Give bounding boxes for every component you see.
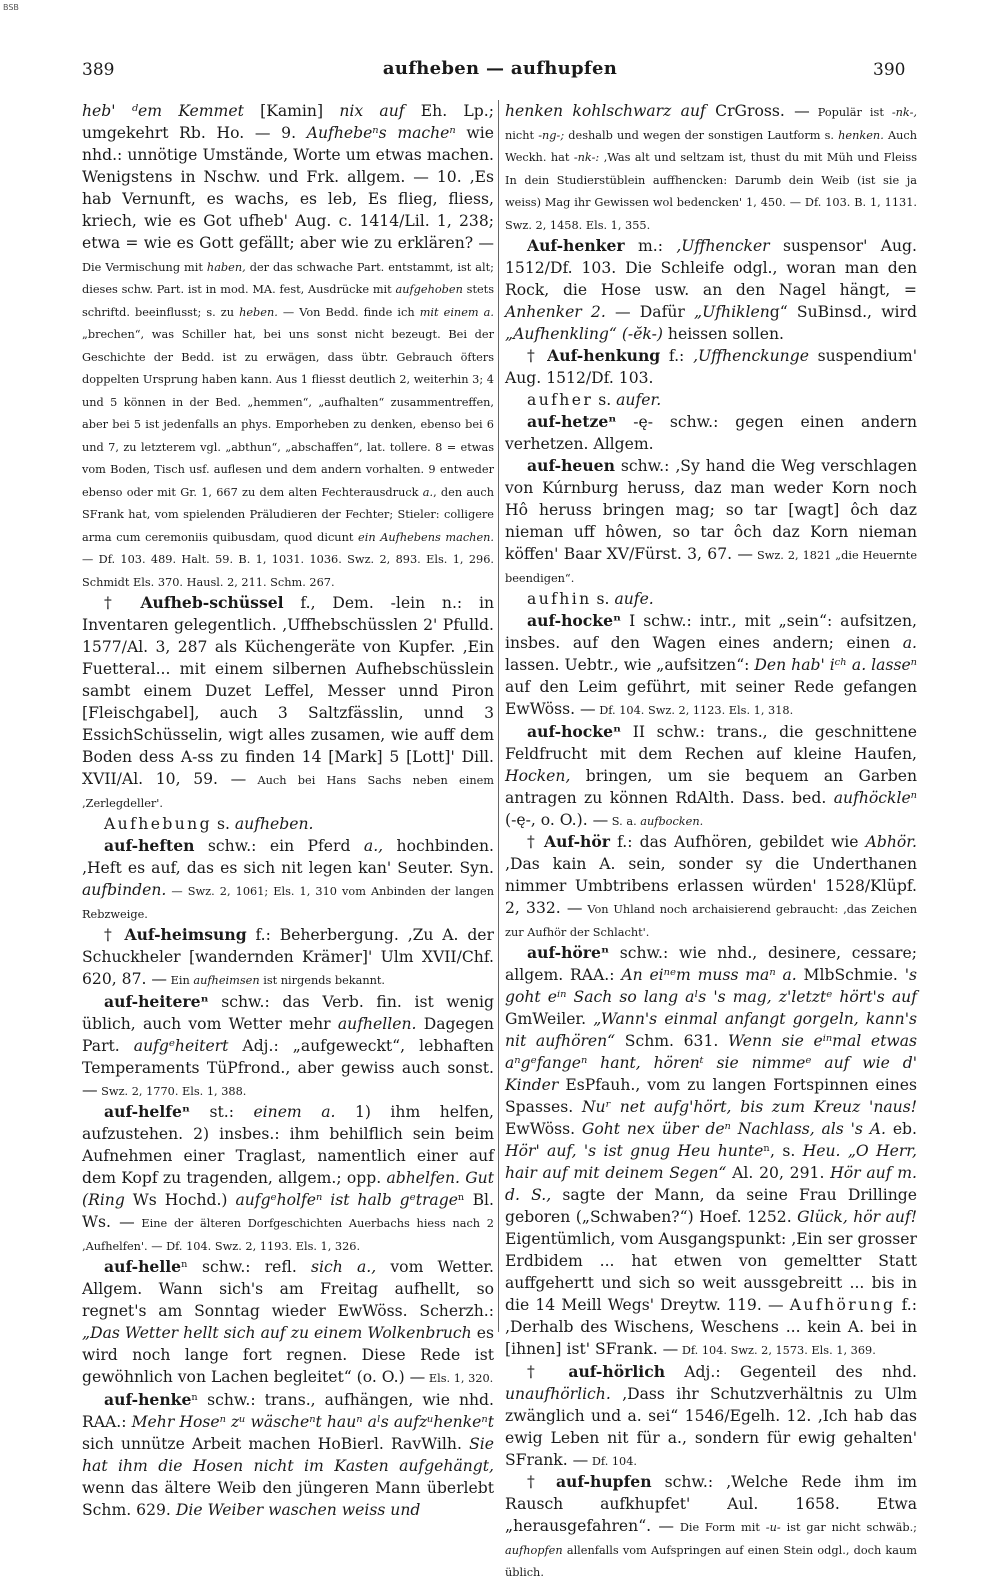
page-number-right: 390 xyxy=(873,60,906,80)
entry-auf-henken-continued: henken kohlschwarz auf CrGross. — Populär ist -nk-, nicht -ng-; deshalb und wegen der sonstigen Lautform s. henken. Auch Weckh. hat -nk-: ‚Was alt und seltzam ist, thust du mit Müh und Fleiss In dein Studierstüblein auffhencken: Darumb dein Weib (ist sie ja weiss) Mag ihr Gewissen wol bedencken' 1, 450. — Df. 103. B. 1, 1131. Swz. 2, 1458. Els. 1, 355. xyxy=(505,102,917,232)
entry-aufheben-continued: heb' ᵈem Kemmet [Kamin] nix auf Eh. Lp.; umgekehrt Rb. Ho. — 9. Aufhebeⁿs macheⁿ wie nhd.: unnötige Umstände, Worte um etwas machen. Wenigstens in Nschw. und Frk. allgem. — 10. ‚Es hab Vernunft, es wachs, es leb, Es flieg, fliess, kriech, wie es Got ufheb' Aug. c. 1414/Lil. 1, 238; etwa = wie es Gott gefällt; aber wie zu erklären? — Die Vermischung mit haben, der das schwache Part. entstammt, ist alt; dieses schw. Part. ist in mod. MA. fest, Ausdrücke mit aufgehoben stets schriftd. beeinflusst; s. zu heben. — Von Bedd. finde ich mit einem a. „brechen“, was Schiller hat, bei uns sonst nicht bezeugt. Bei der Geschichte der Bedd. ist zu erwägen, dass übtr. Gebrauch öfters doppelten Ursprung haben kann. Aus 1 fliesst deutlich 2, weiterhin 3; 4 und 5 können in der Bed. „hemmen“, „aufhalten“ zusammentreffen, aber bei 5 ist jedenfalls an phys. Emporheben zu denken, ebenso bei 6 und 7, zu letzterem vgl. „abthun“, „abschaffen“, lat. tollere. 8 = etwas vom Boden, Tisch usf. auflesen und dem andern vorhalten. 9 entweder ebenso oder mit Gr. 1, 667 zu dem alten Fechterausdruck a., den auch SFrank hat, vom spielenden Präludieren der Fechter; Stieler: colligere arma cum ceremoniis quibusdam, quod dicunt ein Aufhebens machen. — Df. 103. 489. Halt. 59. B. 1, 1031. 1036. Swz. 2, 893. Els. 1, 296. Schmidt Els. 370. Hausl. 2, 211. Schm. 267. xyxy=(82,102,495,589)
column-rule xyxy=(498,100,499,1332)
entry-auf-henkung: † Auf-henkung f.: ‚Uffhenckunge suspendium' Aug. 1512/Df. 103. xyxy=(505,346,917,387)
headword: Aufhörung xyxy=(789,1296,896,1314)
headword: Auf-henker xyxy=(527,236,625,255)
headword: auf-heitereⁿ xyxy=(104,991,209,1011)
headword: aufher xyxy=(527,391,594,409)
headword: auf-hupfen xyxy=(555,1472,652,1491)
entry-aufhebung: Aufhebung s. aufheben. xyxy=(104,815,314,833)
headword: Auf-hör xyxy=(544,832,611,851)
entry-auf-heimsung: † Auf-heimsung f.: Beherbergung. ‚Zu A. der Schuckheler [wandernden Krämer]' Ulm XVII/Chf. 620, 87. — Ein aufheimsen ist nirgends bekannt. xyxy=(82,925,494,988)
headword: auf-höreⁿ xyxy=(527,943,610,962)
entry-auf-heften: auf-heften schw.: ein Pferd a., hochbinden. ‚Heft es auf, das es sich nit legen kan' Seuter. Syn. aufbinden. — Swz. 2, 1061; Els. 1, 310 vom Anbinden der langen Rebzweige. xyxy=(82,836,494,921)
entry-aufhin: aufhin s. aufe. xyxy=(527,590,654,608)
headword: auf-helfeⁿ xyxy=(104,1102,190,1121)
entry-auf-hupfen: † auf-hupfen schw.: ‚Welche Rede ihm im Rausch aufkhupfet' Aul. 1658. Etwa „herausgefahren“. — Die Form mit -u- ist gar nicht schwäb.; aufhopfen allenfalls vom Aufspringen auf einen Stein odgl., doch kaum üblich. xyxy=(505,1472,917,1579)
library-mark: BSB xyxy=(3,3,19,12)
headword: Auf-heimsung xyxy=(124,925,247,944)
page-number-left: 389 xyxy=(82,60,115,80)
headword: auf-hörlich xyxy=(568,1361,666,1381)
column-right xyxy=(505,100,918,1579)
headword: auf-heuen xyxy=(527,456,615,475)
headword: aufhin xyxy=(527,590,592,608)
entry-auf-hoeren: auf-höreⁿ schw.: wie nhd., desinere, cessare; allgem. RAA.: An eiⁿᵉm muss maⁿ a. MlbSchmie. 's goht eⁱⁿ Sach so lang aˡs 's mag, z'letztᵉ hört's auf GmWeiler. „Wann's einmal anfangt gorgeln, kann's nit aufhören“ Schm. 631. Wenn sie eⁱⁿmal etwas aⁿgᵉfangeⁿ hant, hörenᵗ sie nimmeᵉ auf wie d' Kinder EsPfauh., vom zu langen Fortspinnen eines Spasses. Nuʳ net aufg'hört, bis zum Kreuz 'naus! EwWöss. Goht nex über deⁿ Nachlass, als 's A. eb. Hör' auf, 's ist gnug Heu hunteⁿ, s. Heu. „O Herr, hair auf mit deinem Segen“ Al. 20, 291. Hör auf m. d. S., sagte der Mann, da seine Frau Drillinge geboren („Schwaben?“) Hoef. 1252. Glück, hör auf! Eigentümlich, vom Ausgangspunkt: ‚Ein ser grosser Erdbidem ... hat etwen von gemeltter Statt auffgehertt und sich so weit aussgebreitt ... bis in die 14 Meill Wegs' Dreytw. 119. — Aufhörung f.: ‚Derhalb des Wischens, Weschens ... kein A. bei in [ihnen] ist' SFrank. — Df. 104. Swz. 2, 1573. Els. 1, 369. xyxy=(505,943,918,1358)
headword: auf-henke xyxy=(104,1389,192,1409)
headword: auf-hockeⁿ xyxy=(527,721,622,741)
entry-aufheb-schuessel: † Aufheb-schüssel f., Dem. -lein n.: in Inventaren gelegentlich. ‚Uffhebschüsslen 2' Pfulld. 1577/Al. 3, 287 als Küchengeräte von Kupfer. ‚Ein Fuetteral... mit einem silbernen Aufhebschüsslein sambt einem Duzet Leffel, Messer unnd Piron [Fleischgabel], auch 3 Saltzfässlin, unnd 3 EssichSchüsselin, wigt alles zusamen, wie auff dem Boden dess A-ss zu finden 14 [Mark] 5 [Lott]' Dill. XVII/Al. 10, 59. — Auch bei Hans Sachs neben einem ‚Zerlegdeller'. xyxy=(82,593,494,810)
headword: auf-heften xyxy=(104,836,195,855)
entry-auf-henker: Auf-henker m.: ‚Uffhencker suspensor' Aug. 1512/Df. 103. Die Schleife odgl., woran man den Rock, die Hose usw. an den Nagel hängt, = Anhenker 2. — Dafür „Ufhikleng“ SuBinsd., wird „Aufhenkling“ (-ĕk-) heissen sollen. xyxy=(505,236,917,343)
headword: auf-hetzeⁿ xyxy=(527,412,617,431)
entry-auf-heiteren: auf-heitereⁿ schw.: das Verb. fin. ist wenig üblich, auch vom Wetter mehr aufhellen. Dagegen Part. aufgᵉheitert Adj.: „aufgeweckt“, lebhaften Temperaments TüPfrond., aber gewiss auch sonst. — Swz. 2, 1770. Els. 1, 388. xyxy=(82,991,494,1099)
entry-auf-hoerlich: † auf-hörlich Adj.: Gegenteil des nhd. unaufhörlich. ‚Dass ihr Schutzverhältnis zu Ulm zwänglich und a. sei“ 1546/Egelh. 12. ‚Ich hab das ewig Leben nit für a., sondern für ewig gehalten' SFrank. — Df. 104. xyxy=(505,1361,917,1469)
headword: Auf-henkung xyxy=(547,346,661,365)
headword: auf-hockeⁿ xyxy=(527,611,622,630)
entry-auf-heuen: auf-heuen schw.: ‚Sy hand die Weg verschlagen von Kúrnburg heruss, daz man weder Korn noch Hô heruss bringen mag; so tar [wagt] ôch daz nieman uff hôwen, so tar ôch daz Korn nieman köffen' Baar XV/Fürst. 3, 67. — Swz. 2, 1821 „die Heuernte beendigen“. xyxy=(505,456,918,585)
entry-auf-hellen: auf-helleⁿ schw.: refl. sich a., vom Wetter. Allgem. Wann sich's am Freitag aufhellt, so regnet's am Sonntag wieder EwWöss. Scherzh.: „Das Wetter hellt sich auf zu einem Wolkenbruch es wird noch lange fort regnen. Diese Rede ist gewöhnlich von Lachen begleitet“ (o. O.) — Els. 1, 320. xyxy=(82,1257,495,1386)
entry-auf-helfen: auf-helfeⁿ st.: einem a. 1) ihm helfen, aufzustehen. 2) insbes.: ihm behilflich sein beim Aufnehmen einer Traglast, namentlich einer auf dem Kopf zu tragenden, allgem.; opp. abhelfen. Gut (Ring Ws Hochd.) aufgᵉholfeⁿ ist halb gᵉtrageⁿ Bl. Ws. — Eine der älteren Dorfgeschichten Auerbachs hiess nach 2 ‚Aufhelfen'. — Df. 104. Swz. 2, 1193. Els. 1, 326. xyxy=(82,1102,494,1253)
column-left xyxy=(82,100,495,1519)
headword: auf-helle xyxy=(104,1257,182,1276)
headword: Aufhebung xyxy=(104,815,212,833)
entry-auf-hocken-2: auf-hockeⁿ II schw.: trans., die geschnittene Feldfrucht mit dem Rechen auf kleine Haufen, Hocken, bringen, um sie bequem an Garben antragen zu können RdAlth. Dass. bed. aufhöckleⁿ (-ę-, o. O.). — S. a. aufbocken. xyxy=(505,721,917,829)
entry-auf-henken: auf-henkeⁿ schw.: trans., aufhängen, wie nhd. RAA.: Mehr Hoseⁿ zᵘ wäscheⁿt hauⁿ aˡs aufzᵘhenkeⁿt sich unnütze Arbeit machen HoBierl. RavWilh. Sie hat ihm die Hosen nicht im Kasten aufgehängt, wenn das ältere Weib den jüngeren Mann überlebt Schm. 629. Die Weiber waschen weiss und xyxy=(82,1389,494,1519)
entry-aufher: aufher s. aufer. xyxy=(527,391,662,409)
entry-auf-hoer: † Auf-hör f.: das Aufhören, gebildet wie Abhör. ‚Das kain A. sein, sonder sy die Underthanen nimmer Umbtribens erlassen würden' 1528/Klüpf. 2, 332. — Von Uhland noch archaisierend gebraucht: ‚das Zeichen zur Aufhör der Schlacht'. xyxy=(505,832,918,939)
entry-auf-hetzen: auf-hetzeⁿ -ę- schw.: gegen einen andern verhetzen. Allgem. xyxy=(505,412,917,453)
headword: Aufheb-schüssel xyxy=(140,593,284,612)
entry-auf-hocken-1: auf-hockeⁿ I schw.: intr., mit „sein“: aufsitzen, insbes. auf den Wagen eines andern; einen a. lassen. Uebtr., wie „aufsitzen“: Den hab' iᶜʰ a. lasseⁿ auf den Leim geführt, mit seiner Rede gefangen EwWöss. — Df. 104. Swz. 2, 1123. Els. 1, 318. xyxy=(505,611,917,718)
running-head: aufheben — aufhupfen xyxy=(382,58,618,79)
